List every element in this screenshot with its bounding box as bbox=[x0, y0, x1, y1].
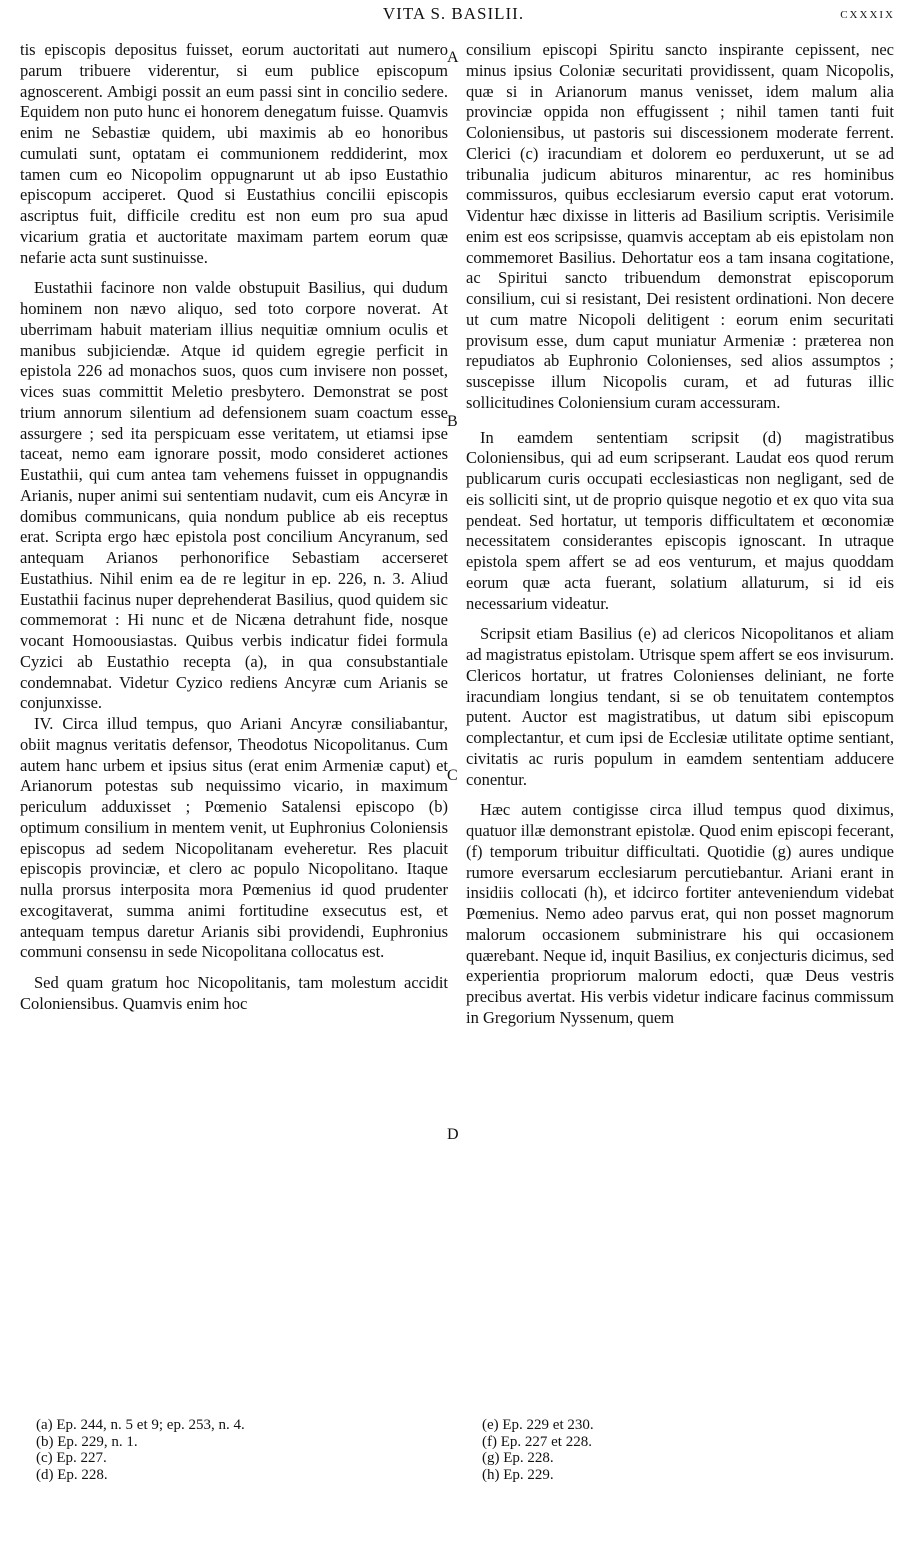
page-number: CXXXIX bbox=[840, 9, 895, 21]
paragraph: consilium episcopi Spiritu sancto inspirante cepissent, nec minus ipsius Coloniæ securitati providissent, quam Nicopolis, quæ si in Arianorum manus venisset, idem malum alia provinciæ oppida non effugissent ; nihil tamen tanti fuit Coloniensibus, ut pastoris sui discessionem moderate ferrent. Clerici (c) iracundiam et dolorem eo perduxerunt, ut se ad tribunalia judicum abituros minarentur, ac res hominibus commissuros, quibus ecclesiarum eversio caput erat votorum. Videntur hæc dixisse in litteris ad Basilium scriptis. Verisimile enim est eos scripsisse, quamvis acceptam ab eis epistolam non commemoret Basilius. Dehortatur eos a tam insana cogitatione, ac Spiritui sancto tribuendum demonstrat episcoporum consilium, cui si resistant, Dei resistent ordinationi. Non decere ut cum matre Nicopoli delitigent : eorum enim securitati provisum esse, dum caput muniatur Armeniæ : præterea non repudiatos ab Euphronio Colonienses, sed alios assumptos ; suscepisse illum Nicopolis curam, et ad futuras illic sollicitudines Coloniensium curam accessuram. bbox=[466, 40, 894, 412]
margin-letter-d: D bbox=[447, 1126, 459, 1143]
footnote: (d) Ep. 228. bbox=[36, 1466, 108, 1483]
margin-letter-a: A bbox=[447, 49, 459, 66]
paragraph: Sed quam gratum hoc Nicopolitanis, tam molestum accidit Coloniensibus. Quamvis enim hoc bbox=[20, 973, 448, 1013]
paragraph: Hæc autem contigisse circa illud tempus quod diximus, quatuor illæ demonstrant epistolæ. Quod enim episcopi fecerant, (f) temporum tribuitur difficultati. Quotidie (g) aures undique rumore eversarum ecclesiarum percutiebantur. Ariani erant in insidiis collocati (h), et idcirco fortiter anteveniendum videbat Pœmenius. Nemo adeo parvus erat, qui non posset magnorum malorum occasionem subministrare his qui occasionem quærebant. Neque id, inquit Basilius, ex conjecturis dicimus, sed experientia propriorum malorum edocti, quæ Deus vestris precibus avertat. His verbis videtur indicare facinus commissum in Gregorium Nyssenum, quem bbox=[466, 800, 895, 1027]
footnote: (g) Ep. 228. bbox=[482, 1450, 554, 1466]
footnotes-left bbox=[36, 1417, 245, 1483]
margin-letter-b: B bbox=[447, 413, 458, 430]
footnote: (e) Ep. 229 et 230. bbox=[482, 1417, 594, 1433]
left-text-column bbox=[20, 40, 448, 1015]
paragraph: IV. Circa illud tempus, quo Ariani Ancyræ consiliabantur, obiit magnus veritatis defensor, Theodotus Nicopolitanus. Cum autem hanc urbem et ipsius situs (erat enim Armeniæ caput) et Arianorum potestas sub nequissimo vicario, in maximum periculum adduxisset ; Pœmenio Satalensi episcopo (b) optimum consilium in mentem venit, ut Euphronius Coloniensis episcopus ad sedem Nicopolitanam eveheretur. Res placuit episcopis provinciæ, et clero ac populo Nicopolitano. Itaque nulla prorsus interposita mora Pœmenius id quod prudenter excogitaverat, summa animi fortitudine exsecutus est, et antequam tempus daretur Arianis sibi providendi, Euphronius communi consensu in sede Nicopolitana collocatus est. bbox=[20, 714, 448, 962]
footnote: (h) Ep. 229. bbox=[482, 1466, 554, 1483]
right-text-column bbox=[466, 40, 894, 1029]
footnote: (b) Ep. 229, n. 1. bbox=[36, 1433, 138, 1450]
footnote: (c) Ep. 227. bbox=[36, 1450, 107, 1466]
footnotes-right bbox=[482, 1417, 594, 1483]
footnote: (a) Ep. 244, n. 5 et 9; ep. 253, n. 4. bbox=[36, 1417, 245, 1433]
margin-letter-c: C bbox=[447, 767, 458, 784]
paragraph: Eustathii facinore non valde obstupuit Basilius, qui dudum hominem non nævo aliquo, sed toto corpore noverat. At uberrimam habuit materiam illius nequitiæ omnium oculis et manibus subjiciendæ. Atque id quidem egregie perficit in epistola 226 ad monachos suos, quos cum invisere non posset, vices suas committit Meletio presbytero. Demonstrat se post trium annorum silentium ad defensionem suam coactum esse assurgere ; sed ita perspicuam esse veritatem, ut etiamsi ipse taceat, nemo eam ignorare possit, modo consideret actiones Eustathii, qui cum antea tam vehemens fuisset in oppugnandis Arianis, nuper animi sui sententiam nudavit, cum eis Ancyræ in domibus communicans, quia nondum publice ab eis receptus erat. Scripta ergo hæc epistola post concilium Ancyranum, sed antequam Arianos perhonorifice Sebastiam accerseret Eustathius. Nihil enim ea de re legitur in ep. 226, n. 3. Aliud Eustathii facinus nuper deprehenderat Basilius, quod quidem sic commemorat : Hi nunc et de Nicæna detrahunt fide, nosque vocant Homoousiastas. Quibus verbis indicatur fidei formula Cyzici ab Eustathio recepta (a), in qua consubstantiale condemnabat. Videtur Cyzico rediens Ancyræ cum Arianis se conjunxisse. bbox=[20, 278, 448, 713]
paragraph: In eamdem sententiam scripsit (d) magistratibus Coloniensibus, qui ad eum scripserant. Laudat eos quod rerum publicarum curis occupati ecclesiasticas non negligant, sed de eis solliciti sint, ut de proprio quisque negotio et ex quo vita sua pendeat. Sed hortatur, ut temporis difficultatem et œconomiæ necessitatem considerantes episcopis ignoscant. In utraque epistola spem affert se ad eos venturum, et majus quoddam eorum quæ acta fuerant, solatium allaturum, si id eis necessarium videatur. bbox=[466, 427, 894, 613]
running-title: VITA S. BASILII. bbox=[382, 4, 525, 23]
paragraph: Scripsit etiam Basilius (e) ad clericos Nicopolitanos et aliam ad magistratus epistolam. Utrisque spem affert se eos invisurum. Clericos hortatur, ut fratres Colonienses deliniant, ne forte iracundiam longius tendant, si se ob tenuitatem contemptos putent. Auctor est magistratibus, ut datum sibi episcopum complectantur, et cum ipsi de Ecclesiæ utilitate optime sentiant, civitatis ac ruris populum in eamdem sententiam adducere conentur. bbox=[466, 624, 894, 789]
paragraph: tis episcopis depositus fuisset, eorum auctoritati aut numero parum tribuere viderentur, si eum publice episcopum agnoscerent. Ambigi possit an eum passi sint in concilio sedere. Equidem non puto hunc ei honorem denegatum fuisse. Quamvis enim ne Sebastiæ quidem, ubi maximis ab eo honoribus cumulati sunt, optatam ei communionem reddiderint, mox tamen cum eo Nicopolim oppugnarunt ut ab ipso Eustathio episcopum acciperet. Quod si Eustathius concilii episcopis ascriptus fuit, difficile creditu est non eum pro sua apud vicarium gratia et auctoritate maximam partem eorum quæ nefarie acta sunt sustinuisse. bbox=[20, 40, 448, 267]
footnote: (f) Ep. 227 et 228. bbox=[482, 1433, 592, 1450]
